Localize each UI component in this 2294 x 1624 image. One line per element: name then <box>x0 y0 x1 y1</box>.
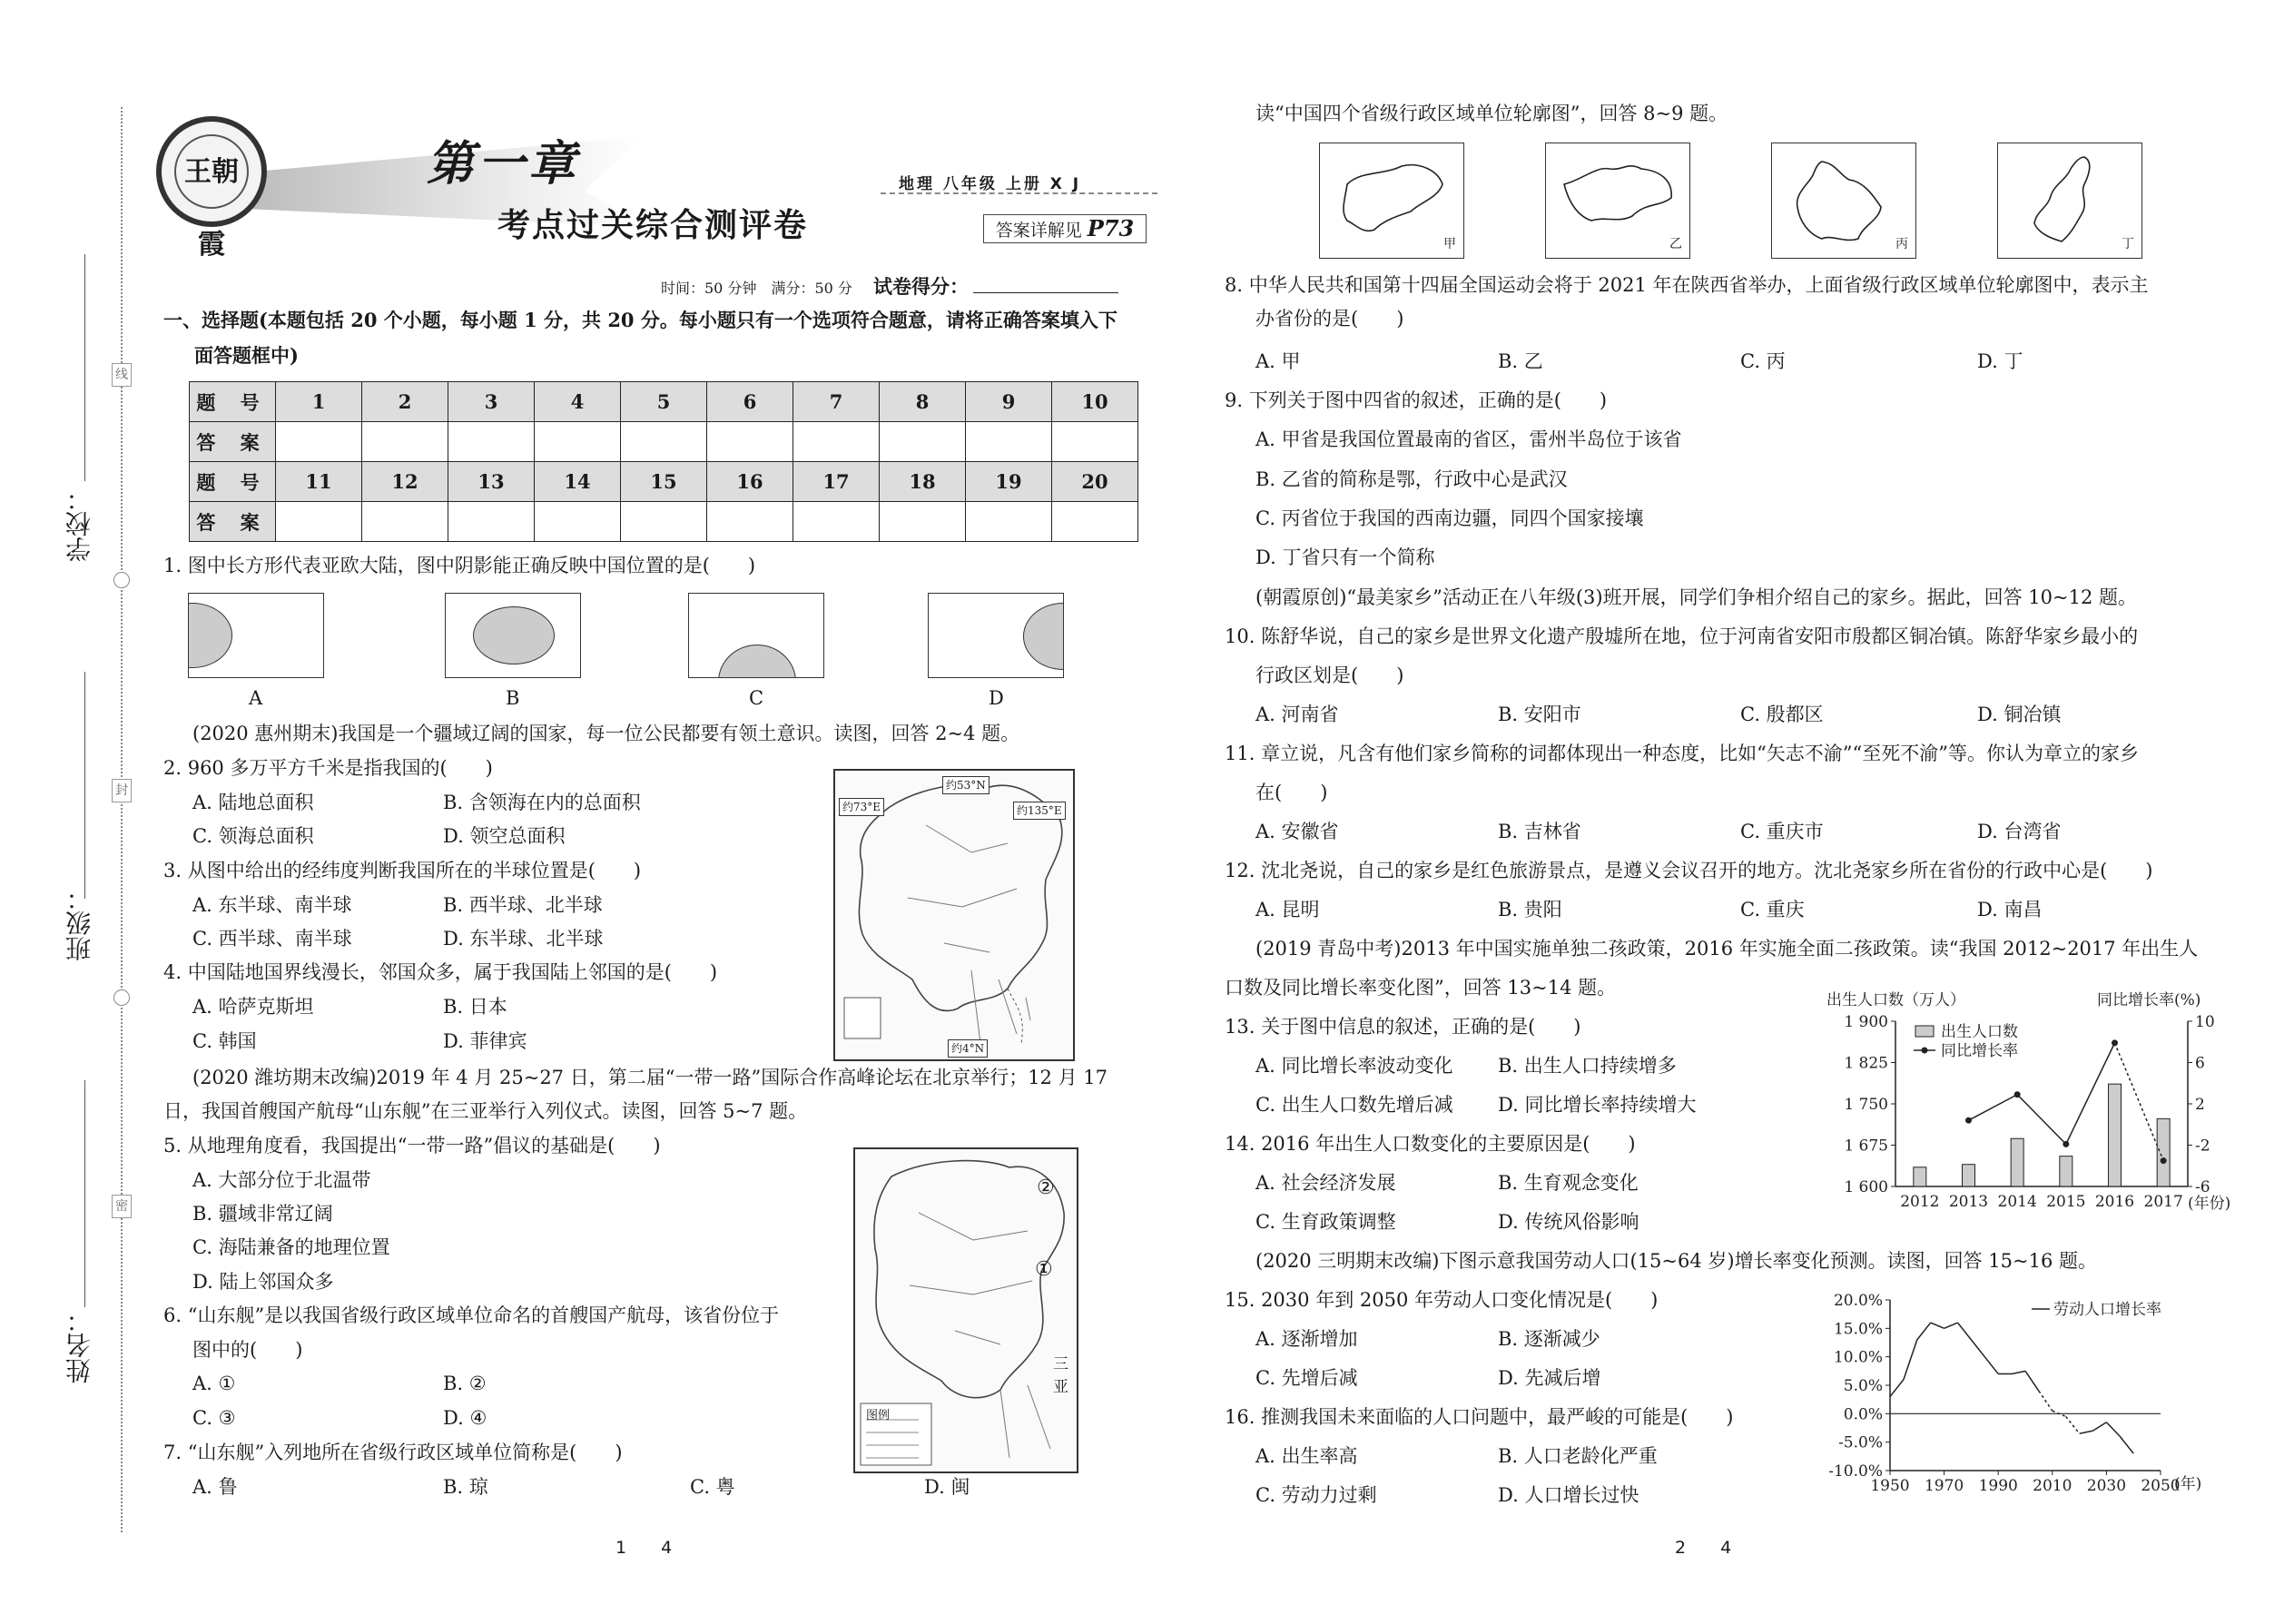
option[interactable]: D. 同比增长率持续增大 <box>1498 1094 1697 1116</box>
line-segment <box>2106 1422 2120 1437</box>
answer-cell[interactable] <box>535 502 621 542</box>
answer-ref-page: P73 <box>1087 215 1135 241</box>
answer-cell[interactable] <box>1052 422 1138 462</box>
option[interactable]: D. 丁省只有一个简称 <box>1255 546 1435 568</box>
answer-table <box>189 381 1138 542</box>
question-number: 2 <box>362 382 448 422</box>
y-tick-label: 0.0% <box>1843 1405 1883 1424</box>
option[interactable]: D. 铜冶镇 <box>1977 704 2062 725</box>
option[interactable]: D. 先减后增 <box>1498 1367 1601 1389</box>
province-outline-ding <box>1997 143 2142 259</box>
coord-label: 约53°N <box>942 776 989 794</box>
question-4: 4. 中国陆地国界线漫长，邻国众多，属于我国陆上邻国的是( ) <box>163 961 718 983</box>
question-number: 8 <box>880 382 966 422</box>
school-blank-line <box>84 254 85 481</box>
line-segment <box>2025 1371 2039 1391</box>
x-tick-label: 2010 <box>2033 1477 2072 1495</box>
answer-ref-label: 答案详解见 <box>995 221 1082 241</box>
binding-dotted-line <box>121 107 123 1532</box>
option[interactable]: B. 吉林省 <box>1498 821 1581 842</box>
question-number: 20 <box>1052 462 1138 502</box>
option[interactable]: A. 出生率高 <box>1255 1445 1358 1467</box>
legend-label: 劳动人口增长率 <box>2053 1301 2161 1319</box>
answer-cell[interactable] <box>966 422 1052 462</box>
score-line <box>661 272 1118 300</box>
answer-cell[interactable] <box>880 502 966 542</box>
y-tick-label: 15.0% <box>1833 1320 1883 1339</box>
intro-8-9: 读“中国四个省级行政区域单位轮廓图”，回答 8~9 题。 <box>1255 103 1728 124</box>
answer-cell[interactable] <box>535 422 621 462</box>
y2-tick-label: 6 <box>2195 1054 2205 1073</box>
line-segment <box>2066 1416 2080 1433</box>
question-8: 8. 中华人民共和国第十四届全国运动会将于 2021 年在陕西省举办，上面省级行政区域单位轮廓图中，表示主 <box>1225 274 2149 296</box>
answer-cell[interactable] <box>621 422 707 462</box>
school-label: 学校： <box>64 486 94 562</box>
line-segment <box>2012 1371 2025 1373</box>
answer-cell[interactable] <box>448 422 535 462</box>
figure-1c <box>688 593 824 678</box>
x-tick-label: 2030 <box>2086 1477 2127 1495</box>
legend-label: 图例 <box>866 1409 891 1422</box>
births-chart <box>1825 985 2251 1221</box>
option[interactable]: B. 逐渐减少 <box>1498 1328 1600 1350</box>
question-12: 12. 沈北尧说，自己的家乡是红色旅游景点，是遵义会议召开的地方。沈北尧家乡所在省份的行政中心是( ) <box>1225 860 2153 881</box>
x-tick-label: 2015 <box>2046 1193 2086 1211</box>
brand-logo <box>156 116 267 261</box>
option[interactable]: A. 哈萨克斯坦 <box>192 996 314 1018</box>
line-segment <box>1969 1095 2018 1120</box>
option[interactable]: A. 甲省是我国位置最南的省区，雷州半岛位于该省 <box>1255 428 1682 450</box>
option[interactable]: D. 陆上邻国众多 <box>192 1271 334 1293</box>
question-number: 5 <box>621 382 707 422</box>
name-blank-line <box>84 1080 85 1307</box>
x-tick-label: 2050 <box>2141 1477 2181 1495</box>
line-point <box>2063 1141 2069 1147</box>
x-tick-label: 2014 <box>1997 1193 2037 1211</box>
line-segment <box>1944 1323 1958 1328</box>
answer-cell[interactable] <box>362 422 448 462</box>
option[interactable]: C. 出生人口数先增后减 <box>1255 1094 1453 1116</box>
question-number: 17 <box>793 462 880 502</box>
line-segment <box>2120 1436 2133 1453</box>
question-number: 1 <box>276 382 362 422</box>
option[interactable]: B. ② <box>443 1373 487 1394</box>
option[interactable]: D. 菲律宾 <box>443 1030 527 1052</box>
option[interactable]: A. 安徽省 <box>1255 821 1339 842</box>
name-label: 姓名： <box>64 1307 94 1383</box>
intro-13-14: (2019 青岛中考)2013 年中国实施单独二孩政策，2016 年实施全面二孩政策。读“我国 2012~2017 年出生人 <box>1255 938 2199 960</box>
question-number: 3 <box>448 382 535 422</box>
y2-tick-label: -2 <box>2195 1137 2210 1156</box>
answer-cell[interactable] <box>966 502 1052 542</box>
x-tick-label: 2012 <box>1900 1193 1940 1211</box>
question-13: 13. 关于图中信息的叙述，正确的是( ) <box>1225 1016 1581 1038</box>
option[interactable]: C. 丙省位于我国的西南边疆，同四个国家接壤 <box>1255 507 1644 529</box>
outline-shape <box>1320 143 1463 258</box>
option[interactable]: D. ④ <box>443 1407 487 1429</box>
table-row <box>190 462 1138 502</box>
answer-cell[interactable] <box>793 422 880 462</box>
option[interactable]: B. 日本 <box>443 996 507 1018</box>
question-number: 15 <box>621 462 707 502</box>
province-outline-yi <box>1545 143 1690 259</box>
question-8-cont: 办省份的是( ) <box>1255 308 1404 330</box>
option[interactable]: C. 重庆 <box>1740 899 1805 920</box>
intro-5-7-cont: 日，我国首艘国产航母“山东舰”在三亚举行入列仪式。读图，回答 5~7 题。 <box>163 1100 808 1122</box>
province-outline-bing <box>1771 143 1916 259</box>
y-ticks <box>1844 1013 1895 1196</box>
line-segment <box>1958 1323 1972 1340</box>
option[interactable]: A. 逐渐增加 <box>1255 1328 1358 1350</box>
growth-line <box>1890 1323 2133 1453</box>
option[interactable]: B. 安阳市 <box>1498 704 1581 725</box>
table-row <box>190 382 1138 422</box>
question-11: 11. 章立说，凡含有他们家乡简称的词都体现出一种态度，比如“矢志不渝”“至死不渝”等。你认为章立的家乡 <box>1225 743 2140 764</box>
x-tick-label: 2017 <box>2143 1193 2183 1211</box>
question-number: 11 <box>276 462 362 502</box>
marker-2: ② <box>1037 1176 1055 1199</box>
figure-1a <box>188 593 324 678</box>
sanya-label: 三亚 <box>1053 1355 1068 1396</box>
china-map-1 <box>833 769 1075 1061</box>
figure-caption: A <box>249 687 263 709</box>
x-tick-label: 1950 <box>1870 1477 1910 1495</box>
legend-bar-swatch <box>1915 1026 1934 1037</box>
option[interactable]: D. 闽 <box>924 1476 970 1498</box>
answer-cell[interactable] <box>793 502 880 542</box>
option[interactable]: C. 领海总面积 <box>192 825 314 847</box>
line-segment <box>2066 1043 2115 1144</box>
x-unit: (年份) <box>2188 1195 2231 1213</box>
option[interactable]: A. 东半球、南半球 <box>192 894 352 916</box>
question-10-cont: 行政区划是( ) <box>1255 664 1404 686</box>
table-row <box>190 502 1138 542</box>
intro-15-16: (2020 三明期末改编)下图示意我国劳动人口(15~64 岁)增长率变化预测。读图，回答 15~16 题。 <box>1255 1250 2097 1272</box>
china-map-2 <box>853 1147 1078 1473</box>
question-14: 14. 2016 年出生人口数变化的主要原因是( ) <box>1225 1133 1636 1155</box>
figure-1b <box>445 593 581 678</box>
time-score: 时间：50 分钟 满分：50 分 <box>661 280 852 297</box>
option[interactable]: C. 重庆市 <box>1740 821 1824 842</box>
bar <box>2011 1138 2023 1186</box>
page-number: 1 4 <box>615 1538 673 1558</box>
coord-label: 约135°E <box>1013 802 1066 820</box>
x-tick-label: 1990 <box>1978 1477 2018 1495</box>
x-unit: (年) <box>2174 1475 2202 1493</box>
y-tick-label: 10.0% <box>1833 1348 1883 1367</box>
y2-tick-label: 10 <box>2195 1013 2215 1031</box>
y-tick-label: 1 825 <box>1844 1054 1888 1073</box>
question-15: 15. 2030 年到 2050 年劳动人口变化情况是( ) <box>1225 1289 1659 1311</box>
option[interactable]: B. 出生人口持续增多 <box>1498 1055 1677 1077</box>
bar <box>2157 1118 2170 1186</box>
answer-cell[interactable] <box>707 422 793 462</box>
line-segment <box>1917 1323 1931 1340</box>
binding-hole <box>113 989 130 1006</box>
option[interactable]: A. 昆明 <box>1255 899 1320 920</box>
question-16: 16. 推测我国未来面临的人口问题中，最严峻的可能是( ) <box>1225 1406 1734 1428</box>
question-6: 6. “山东舰”是以我国省级行政区域单位命名的首艘国产航母，该省份位于 <box>163 1304 780 1326</box>
option[interactable]: B. 贵阳 <box>1498 899 1562 920</box>
legend-line-dot <box>1922 1048 1928 1054</box>
option[interactable]: B. 乙 <box>1498 350 1543 372</box>
y2-ticks <box>2188 1013 2215 1196</box>
section1-title-cont: 面答题框中) <box>194 344 299 367</box>
table-ans-label: 答 案 <box>190 502 276 542</box>
bar <box>1914 1167 1926 1186</box>
question-number: 13 <box>448 462 535 502</box>
option[interactable]: B. 琼 <box>443 1476 488 1498</box>
table-num-label: 题 号 <box>190 462 276 502</box>
option[interactable]: D. 东半球、北半球 <box>443 928 604 950</box>
option[interactable]: B. 乙省的简称是鄂，行政中心是武汉 <box>1255 468 1568 490</box>
shaded-region <box>718 645 796 678</box>
y-tick-label: 1 675 <box>1844 1137 1888 1156</box>
y-tick-label: -10.0% <box>1828 1462 1883 1481</box>
bar <box>2109 1084 2122 1186</box>
option[interactable]: C. 丙 <box>1740 350 1786 372</box>
score-label: 试卷得分： <box>873 275 969 298</box>
answer-cell[interactable] <box>448 502 535 542</box>
line-segment <box>2115 1043 2164 1161</box>
option[interactable]: A. 同比增长率波动变化 <box>1255 1055 1453 1077</box>
legend-line-label: 同比增长率 <box>1941 1042 2018 1060</box>
x-ticks <box>1870 1471 2180 1495</box>
question-7: 7. “山东舰”入列地所在省级行政区域单位简称是( ) <box>163 1442 623 1463</box>
option[interactable]: A. 大部分位于北温带 <box>192 1169 371 1191</box>
line-segment <box>1931 1323 1944 1328</box>
option[interactable]: A. ① <box>192 1373 236 1394</box>
question-number: 9 <box>966 382 1052 422</box>
logo-text: 王朝霞 <box>174 134 249 209</box>
question-number: 4 <box>535 382 621 422</box>
question-number: 14 <box>535 462 621 502</box>
option[interactable]: B. 人口老龄化严重 <box>1498 1445 1658 1467</box>
legend-bar-label: 出生人口数 <box>1941 1023 2018 1041</box>
figure-caption: D <box>989 687 1004 709</box>
option[interactable]: D. 丁 <box>1977 350 2023 372</box>
option[interactable]: B. 生育观念变化 <box>1498 1172 1639 1194</box>
line-point <box>1965 1117 1972 1124</box>
x-ticks <box>1900 1193 2183 1211</box>
figure-1d <box>928 593 1064 678</box>
option[interactable]: A. 鲁 <box>192 1476 238 1498</box>
seal-mark-feng: 封 <box>112 779 132 802</box>
option[interactable]: B. 疆域非常辽阔 <box>192 1203 333 1225</box>
outline-shape <box>1772 143 1915 258</box>
y2-axis-title: 同比增长率(%) <box>2097 991 2201 1009</box>
score-blank[interactable] <box>973 292 1118 293</box>
shaded-region <box>188 603 232 668</box>
intro-13-14-cont: 口数及同比增长率变化图”，回答 13~14 题。 <box>1225 977 1617 999</box>
option[interactable]: C. ③ <box>192 1407 236 1429</box>
coord-label: 约73°E <box>839 798 884 816</box>
exam-subtitle: 考点过关综合测评卷 <box>497 206 809 244</box>
bars <box>1914 1084 2170 1186</box>
question-number: 7 <box>793 382 880 422</box>
line-segment <box>2093 1422 2107 1431</box>
subject-grade: 地理 八年级 上册 X J <box>899 175 1082 193</box>
seal-mark-line: 线 <box>112 363 132 387</box>
intro-10-12: (朝霞原创)“最美家乡”活动正在八年级(3)班开展，同学们争相介绍自己的家乡。据此，回答 10~12 题。 <box>1255 586 2137 608</box>
seal-mark-mi: 密 <box>112 1195 132 1218</box>
province-outline-jia <box>1319 143 1464 259</box>
line-segment <box>2017 1095 2066 1145</box>
bar <box>2060 1156 2072 1186</box>
outline-tag: 乙 <box>1669 237 1682 251</box>
outline-tag: 甲 <box>1443 237 1456 251</box>
question-2: 2. 960 多万平方千米是指我国的( ) <box>163 757 493 779</box>
x-tick-label: 2013 <box>1948 1193 1989 1211</box>
answer-reference <box>983 214 1147 243</box>
option[interactable]: C. 海陆兼备的地理位置 <box>192 1236 390 1258</box>
option[interactable]: B. 西半球、北半球 <box>443 894 603 916</box>
class-blank-line <box>84 672 85 899</box>
table-num-label: 题 号 <box>190 382 276 422</box>
answer-cell[interactable] <box>880 422 966 462</box>
y-ticks <box>1828 1292 1890 1481</box>
y-tick-label: -5.0% <box>1838 1433 1883 1452</box>
question-number: 10 <box>1052 382 1138 422</box>
option[interactable]: D. 人口增长过快 <box>1498 1484 1639 1506</box>
option[interactable]: A. 甲 <box>1255 350 1301 372</box>
option[interactable]: A. 陆地总面积 <box>192 792 314 813</box>
page-number: 2 4 <box>1675 1538 1732 1558</box>
line-segment <box>1890 1380 1904 1397</box>
option[interactable]: C. 生育政策调整 <box>1255 1211 1396 1233</box>
y-tick-label: 20.0% <box>1833 1292 1883 1310</box>
figure-caption: B <box>506 687 520 709</box>
table-ans-label: 答 案 <box>190 422 276 462</box>
y2-tick-label: -6 <box>2195 1178 2210 1196</box>
question-5: 5. 从地理角度看，我国提出“一带一路”倡议的基础是( ) <box>163 1135 661 1156</box>
question-number: 18 <box>880 462 966 502</box>
question-11-cont: 在( ) <box>1255 782 1328 803</box>
figure-caption: C <box>749 687 764 709</box>
y-tick-label: 1 750 <box>1844 1096 1888 1114</box>
bar <box>1963 1165 1975 1186</box>
option[interactable]: A. 河南省 <box>1255 704 1339 725</box>
question-3: 3. 从图中给出的经纬度判断我国所在的半球位置是( ) <box>163 860 642 881</box>
line-segment <box>1904 1340 1917 1380</box>
option[interactable]: D. 传统风俗影响 <box>1498 1211 1639 1233</box>
option[interactable]: B. 含领海在内的总面积 <box>443 792 641 813</box>
shaded-region <box>473 606 555 664</box>
option[interactable]: C. 殷都区 <box>1740 704 1824 725</box>
answer-cell[interactable] <box>707 502 793 542</box>
option[interactable]: D. 南昌 <box>1977 899 2043 920</box>
labor-growth-chart <box>1816 1289 2260 1498</box>
y-tick-label: 5.0% <box>1843 1377 1883 1395</box>
class-label: 班级： <box>64 885 94 961</box>
option[interactable]: C. 粤 <box>690 1476 735 1498</box>
line-point <box>2161 1157 2167 1164</box>
question-number: 12 <box>362 462 448 502</box>
chapter-title: 第一章 <box>427 137 580 192</box>
question-10: 10. 陈舒华说，自己的家乡是世界文化遗产殷墟所在地，位于河南省安阳市殷都区铜冶镇。陈舒华家乡最小的 <box>1225 625 2139 647</box>
y-axis-title: 出生人口数（万人） <box>1826 991 1965 1009</box>
x-tick-label: 2016 <box>2094 1193 2135 1211</box>
answer-cell[interactable] <box>276 502 362 542</box>
question-number: 6 <box>707 382 793 422</box>
line-point <box>2112 1039 2118 1046</box>
option[interactable]: C. 先增后减 <box>1255 1367 1358 1389</box>
y2-tick-label: 2 <box>2195 1096 2205 1114</box>
shaded-region <box>1023 603 1064 670</box>
answer-cell[interactable] <box>276 422 362 462</box>
question-9: 9. 下列关于图中四省的叙述，正确的是( ) <box>1225 389 1608 411</box>
question-1: 1. 图中长方形代表亚欧大陆，图中阴影能正确反映中国位置的是( ) <box>163 555 756 576</box>
line-segment <box>2080 1431 2093 1433</box>
outline-shape <box>1998 143 2141 258</box>
question-6-cont: 图中的( ) <box>192 1339 303 1361</box>
question-number: 16 <box>707 462 793 502</box>
outline-shape <box>1546 143 1689 258</box>
option[interactable]: D. 领空总面积 <box>443 825 566 847</box>
line-segment <box>2039 1391 2053 1411</box>
marker-1: ① <box>1035 1258 1053 1281</box>
answer-cell[interactable] <box>1052 502 1138 542</box>
y-tick-label: 1 900 <box>1844 1013 1888 1031</box>
binding-hole <box>113 572 130 588</box>
answer-cell[interactable] <box>362 502 448 542</box>
header-divider <box>881 192 1157 194</box>
intro-2-4: (2020 惠州期末)我国是一个疆域辽阔的国家，每一位公民都要有领土意识。读图，回答 2~4 题。 <box>192 723 1020 744</box>
table-row <box>190 422 1138 462</box>
line-segment <box>1984 1357 1998 1374</box>
intro-5-7: (2020 潍坊期末改编)2019 年 4 月 25~27 日，第二届“一带一路”国际合作高峰论坛在北京举行；12 月 17 <box>192 1067 1108 1088</box>
line-segment <box>1971 1340 1984 1357</box>
option[interactable]: C. 劳动力过剩 <box>1255 1484 1377 1506</box>
option[interactable]: A. 社会经济发展 <box>1255 1172 1396 1194</box>
question-number: 19 <box>966 462 1052 502</box>
option[interactable]: C. 韩国 <box>192 1030 257 1052</box>
outline-tag: 丙 <box>1895 237 1908 251</box>
coord-label: 约4°N <box>948 1039 988 1058</box>
line-point <box>2014 1091 2021 1097</box>
option[interactable]: D. 台湾省 <box>1977 821 2062 842</box>
option[interactable]: C. 西半球、南半球 <box>192 928 352 950</box>
y-tick-label: 1 600 <box>1844 1178 1888 1196</box>
x-tick-label: 1970 <box>1924 1477 1964 1495</box>
section1-title: 一、选择题(本题包括 20 个小题，每小题 1 分，共 20 分。每小题只有一个选项符合题意，请将正确答案填入下 <box>163 309 1117 331</box>
outline-tag: 丁 <box>2122 237 2134 251</box>
answer-cell[interactable] <box>621 502 707 542</box>
